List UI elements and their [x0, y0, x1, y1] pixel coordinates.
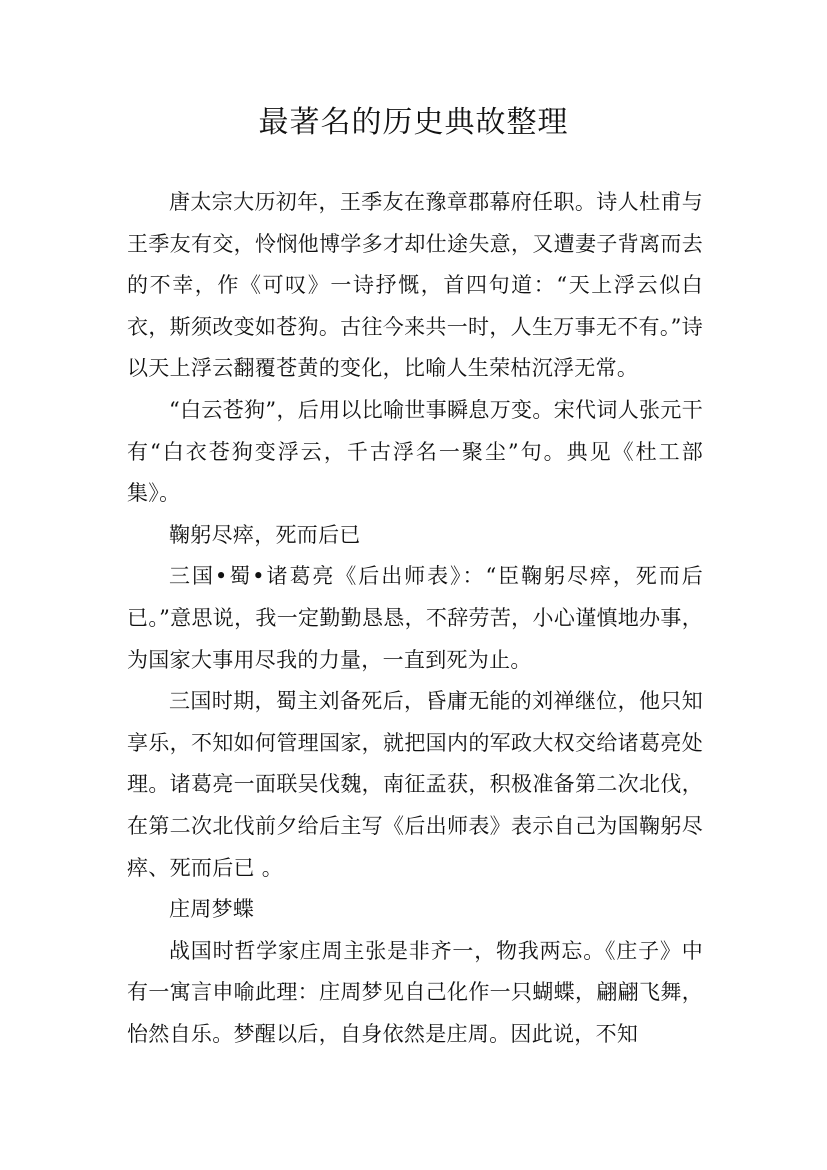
paragraph-zhuangzi: 战国时哲学家庄周主张是非齐一，物我两忘。《庄子》中有一寓言申喻此理：庄周梦见自己化作一只蝴蝶，翩翩飞舞，怡然自乐。梦醒以后，自身依然是庄周。因此说，不知: [127, 938, 703, 1046]
paragraph-baiyun-meaning: “白云苍狗”，后用以比喻世事瞬息万变。宋代词人张元干有“白衣苍狗变浮云，千古浮名一聚尘”句。典见《杜工部集》。: [127, 397, 703, 506]
paragraph-sanguo-zhugeliang: 三国时期，蜀主刘备死后，昏庸无能的刘禅继位，他只知享乐，不知如何管理国家，就把国内的军政大权交给诸葛亮处理。诸葛亮一面联吴伐魏，南征孟获，积极准备第二次北伐，在第二次北伐前夕给后主写《后出师表》表示自己为国鞠躬尽瘁、死而后已 。: [127, 689, 703, 880]
document-title: 最著名的历史典故整理: [258, 105, 569, 140]
heading-jugong-jincui: 鞠躬尽瘁，死而后已: [169, 522, 361, 547]
paragraph-houchushibiao: 三国•蜀•诸葛亮《后出师表》：“臣鞠躬尽瘁，死而后已。”意思说，我一定勤勤恳恳，不辞劳苦，小心谨慎地办事，为国家大事用尽我的力量，一直到死为止。: [127, 564, 703, 672]
heading-zhuangzhou-mengdie: 庄周梦蝶: [169, 897, 255, 922]
document-body: [127, 182, 703, 1055]
paragraph-baiyun-cangou: 唐太宗大历初年，王季友在豫章郡幕府任职。诗人杜甫与王季友有交，怜悯他博学多才却仕途失意，又遭妻子背离而去的不幸，作《可叹》一诗抒慨，首四句道：“天上浮云似白衣，斯须改变如苍狗。古往今来共一时，人生万事无不有。”诗以天上浮云翻覆苍黄的变化，比喻人生荣枯沉浮无常。: [127, 190, 703, 381]
